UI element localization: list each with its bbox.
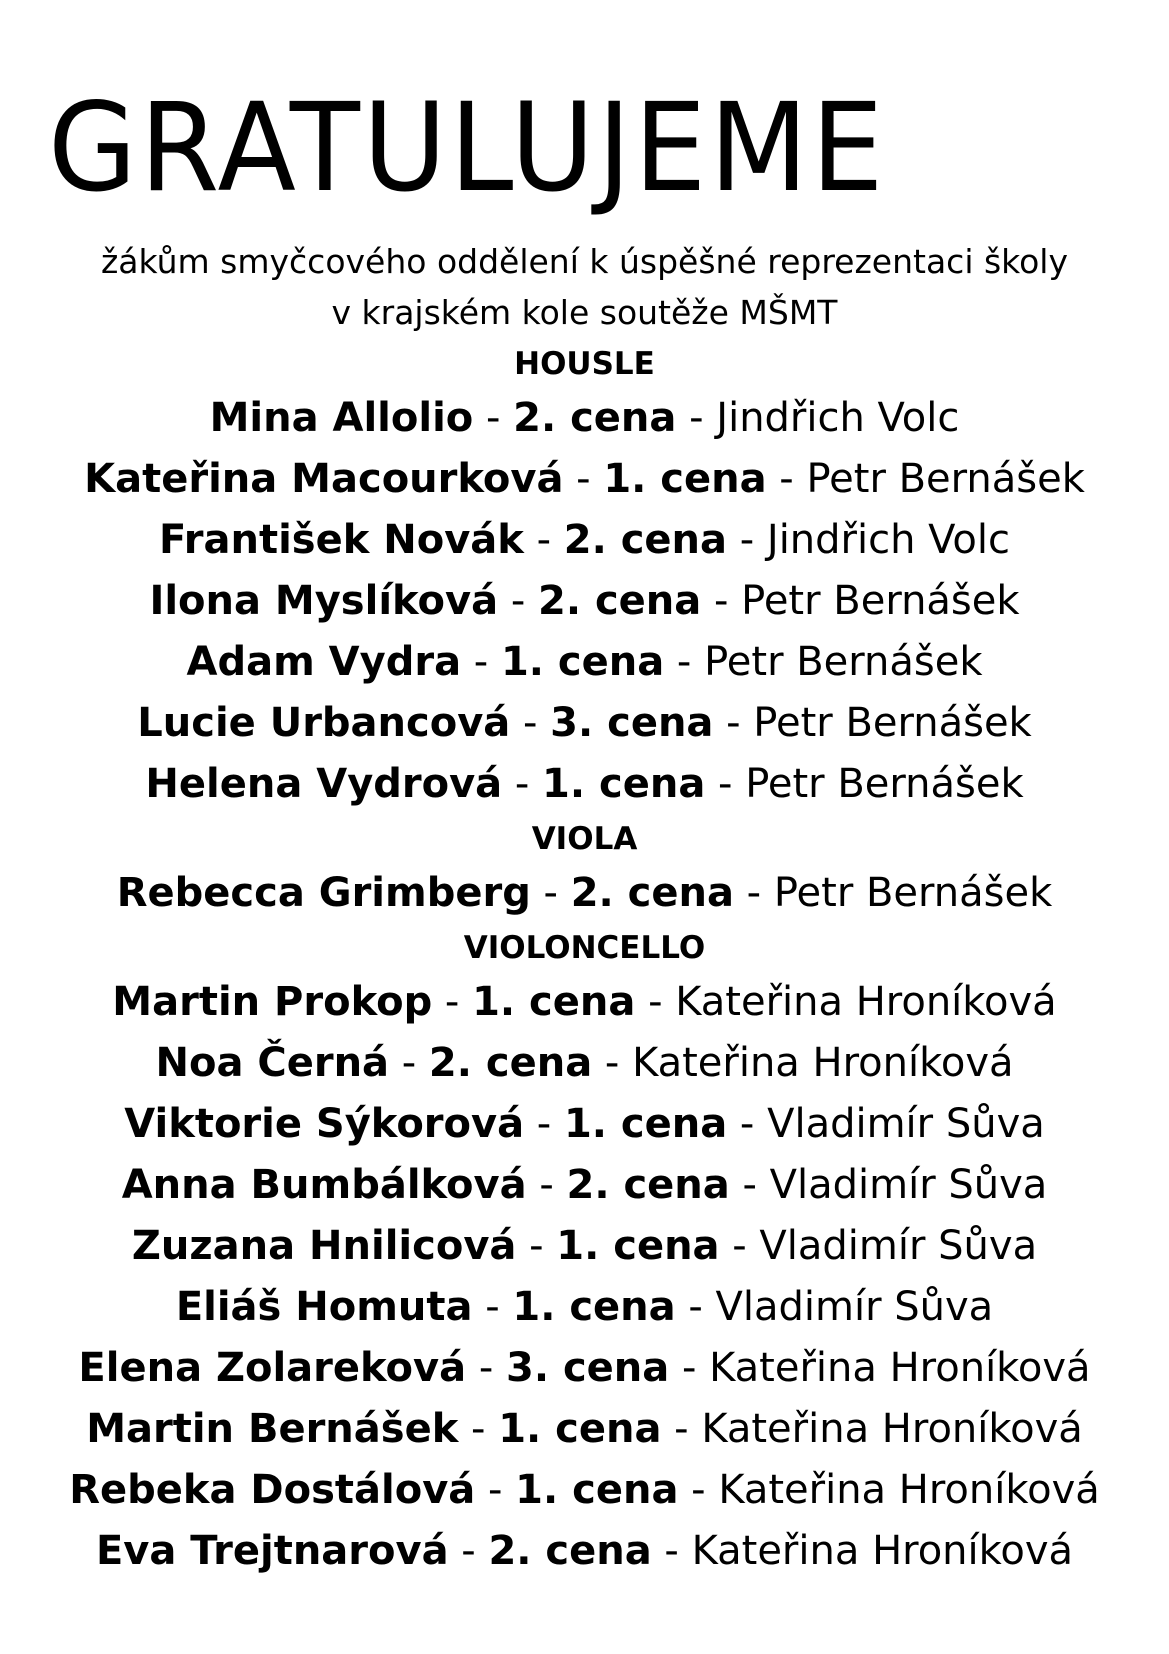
separator: - [563,456,604,502]
separator: - [676,395,717,441]
teacher-name: Vladimír Sůva [769,1162,1048,1208]
separator: - [389,1040,429,1086]
student-name: Elena Zolareková [78,1345,467,1391]
teacher-name: Petr Bernášek [704,639,983,685]
result-entry [0,863,1169,924]
separator: - [766,456,807,502]
separator: - [524,1101,564,1147]
result-entry [0,1033,1169,1094]
section-heading-viola: VIOLA [531,821,638,857]
teacher-name: Kateřina Hroníková [701,1406,1083,1452]
student-name: Kateřina Macourková [84,456,564,502]
teacher-name: Vladimír Sůva [715,1284,994,1330]
separator: - [678,1467,719,1513]
student-name: Viktorie Sýkorová [124,1101,525,1147]
separator: - [502,761,543,807]
prize: 2. cena [537,578,702,624]
separator: - [701,578,742,624]
prize: 2. cena [570,870,734,916]
teacher-name: Kateřina Hroníková [709,1345,1091,1391]
separator: - [651,1528,692,1574]
teacher-name: Petr Bernášek [773,870,1053,916]
section-heading-violoncello: VIOLONCELLO [463,930,706,966]
result-entry [0,449,1169,510]
prize: 3. cena [505,1345,670,1391]
section-heading-housle: HOUSLE [514,346,655,382]
student-name: Helena Vydrová [145,761,503,807]
prize: 1. cena [515,1467,679,1513]
separator: - [448,1528,489,1574]
result-entry [0,1094,1169,1155]
student-name: Martin Bernášek [86,1406,459,1452]
separator: - [729,1162,770,1208]
subtitle-line-2: v krajském kole soutěže MŠMT [331,293,838,332]
separator: - [719,1223,760,1269]
teacher-name: Petr Bernášek [753,700,1032,746]
separator: - [530,870,571,916]
teacher-name: Jindřich Volc [766,517,1010,563]
prize: 1. cena [603,456,767,502]
student-name: Ilona Myslíková [149,578,499,624]
teacher-name: Petr Bernášek [741,578,1020,624]
result-entry [0,1155,1169,1216]
separator: - [727,1101,768,1147]
result-entry [0,754,1169,815]
separator: - [675,1284,716,1330]
separator: - [432,979,473,1025]
results-list [0,340,1169,1582]
separator: - [498,578,538,624]
student-name: Eva Trejtnarová [95,1528,449,1574]
student-name: Rebeka Dostálová [69,1467,476,1513]
page-title: GRATULUJEME [48,77,887,219]
separator: - [592,1040,633,1086]
separator: - [516,1223,557,1269]
separator: - [466,1345,506,1391]
student-name: Rebecca Grimberg [116,870,531,916]
separator: - [472,1284,513,1330]
prize: 1. cena [512,1284,676,1330]
student-name: Anna Bumbálková [121,1162,527,1208]
separator: - [475,1467,516,1513]
teacher-name: Kateřina Hroníková [632,1040,1014,1086]
result-entry [0,1338,1169,1399]
student-name: Martin Prokop [112,979,433,1025]
separator: - [526,1162,567,1208]
separator: - [713,700,754,746]
result-entry [0,632,1169,693]
teacher-name: Vladimír Sůva [767,1101,1045,1147]
teacher-name: Kateřina Hroníková [691,1528,1074,1574]
student-name: Adam Vydra [186,639,462,685]
prize: 2. cena [428,1040,593,1086]
teacher-name: Kateřina Hroníková [675,979,1057,1025]
student-name: Noa Černá [155,1040,390,1086]
result-entry [0,1277,1169,1338]
result-entry [0,693,1169,754]
prize: 2. cena [513,395,677,441]
prize: 1. cena [500,639,665,685]
subtitle-line-1: žákům smyčcového oddělení k úspěšné reprezentaci školy [100,242,1068,281]
result-entry [0,1460,1169,1521]
prize: 1. cena [563,1101,728,1147]
prize: 2. cena [566,1162,730,1208]
result-entry [0,972,1169,1033]
result-entry [0,1216,1169,1277]
separator: - [727,517,767,563]
separator: - [669,1345,710,1391]
result-entry [0,388,1169,449]
teacher-name: Vladimír Sůva [759,1223,1038,1269]
separator: - [661,1406,702,1452]
separator: - [473,395,514,441]
separator: - [733,870,774,916]
result-entry [0,1399,1169,1460]
prize: 2. cena [488,1528,652,1574]
separator: - [461,639,501,685]
teacher-name: Jindřich Volc [716,395,960,441]
result-entry [0,571,1169,632]
teacher-name: Petr Bernášek [745,761,1024,807]
prize: 3. cena [550,700,714,746]
prize: 1. cena [556,1223,720,1269]
student-name: Zuzana Hnilicová [131,1223,517,1269]
separator: - [635,979,676,1025]
teacher-name: Petr Bernášek [806,456,1085,502]
separator: - [705,761,746,807]
result-entry [0,510,1169,571]
prize: 2. cena [563,517,728,563]
separator: - [664,639,705,685]
result-entry [0,1521,1169,1582]
separator: - [458,1406,499,1452]
student-name: Lucie Urbancová [137,700,511,746]
separator: - [510,700,551,746]
prize: 1. cena [472,979,636,1025]
teacher-name: Kateřina Hroníková [718,1467,1100,1513]
student-name: Mina Allolio [209,395,474,441]
student-name: Eliáš Homuta [175,1284,473,1330]
prize: 1. cena [498,1406,662,1452]
separator: - [523,517,564,563]
student-name: František Novák [158,517,524,563]
prize: 1. cena [542,761,706,807]
